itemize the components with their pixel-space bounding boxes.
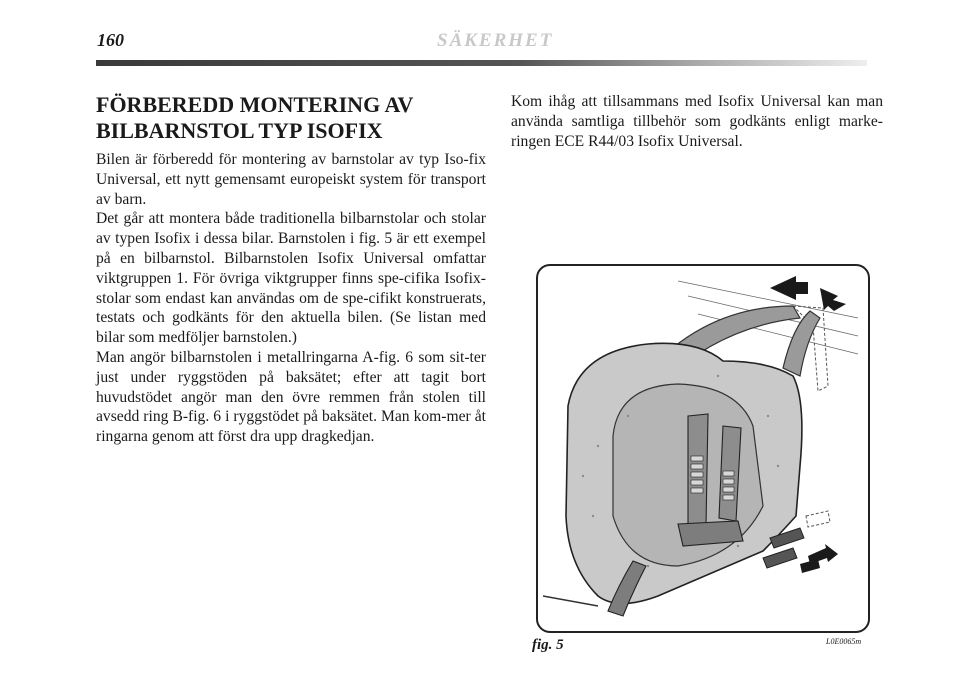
paragraph-accessories: Kom ihåg att tillsammans med Isofix Universal kan man använda samtliga tillbehör som godkänts enligt marke-ringen ECE R44/03 Isofix Universal. bbox=[511, 93, 883, 150]
section-title: SÄKERHET bbox=[437, 30, 554, 51]
article-heading bbox=[96, 92, 486, 144]
figure-label: fig. 5 bbox=[532, 637, 564, 653]
heading-line-1: FÖRBEREDD MONTERING AV bbox=[96, 92, 414, 117]
left-column bbox=[96, 150, 486, 447]
heading-line-2: BILBARNSTOL TYP ISOFIX bbox=[96, 118, 383, 143]
right-column bbox=[511, 92, 883, 151]
child-seat-illustration bbox=[538, 266, 868, 631]
paragraph-isofix-info: Det går att montera både traditionella bilbarnstolar och stolar av typen Isofix i dessa bilar. Barnstolen i fig. 5 är ett exempel på en bilbarnstol. Bilbarnstolen Isofix Universal omfattar viktgruppen 1. För övriga viktgrupper finns spe-cifika Isofix-stolar som endast kan användas om de spe-cifikt konstruerats, testats och godkänts för den aktuella bilen. (Se listan med bilar som medföljer barnstolen.) bbox=[96, 210, 486, 347]
header-rule bbox=[96, 60, 867, 66]
figure-code: L0E0065m bbox=[826, 637, 862, 646]
paragraph-intro: Bilen är förberedd för montering av barnstolar av typ Iso-fix Universal, ett nytt gemensamt europeiskt system för transport av barn. bbox=[96, 151, 486, 208]
paragraph-mounting: Man angör bilbarnstolen i metallringarna A-fig. 6 som sit-ter just under ryggstöden på baksätet; efter att tagit bort huvudstödet angör man den övre remmen från stolen till avsedd ring B-fig. 6 i ryggstödet på baksätet. Man kom-mer åt ringarna genom att först dra upp dragkedjan. bbox=[96, 348, 486, 446]
child-seat-figure bbox=[536, 264, 870, 633]
page-number: 160 bbox=[97, 30, 124, 50]
